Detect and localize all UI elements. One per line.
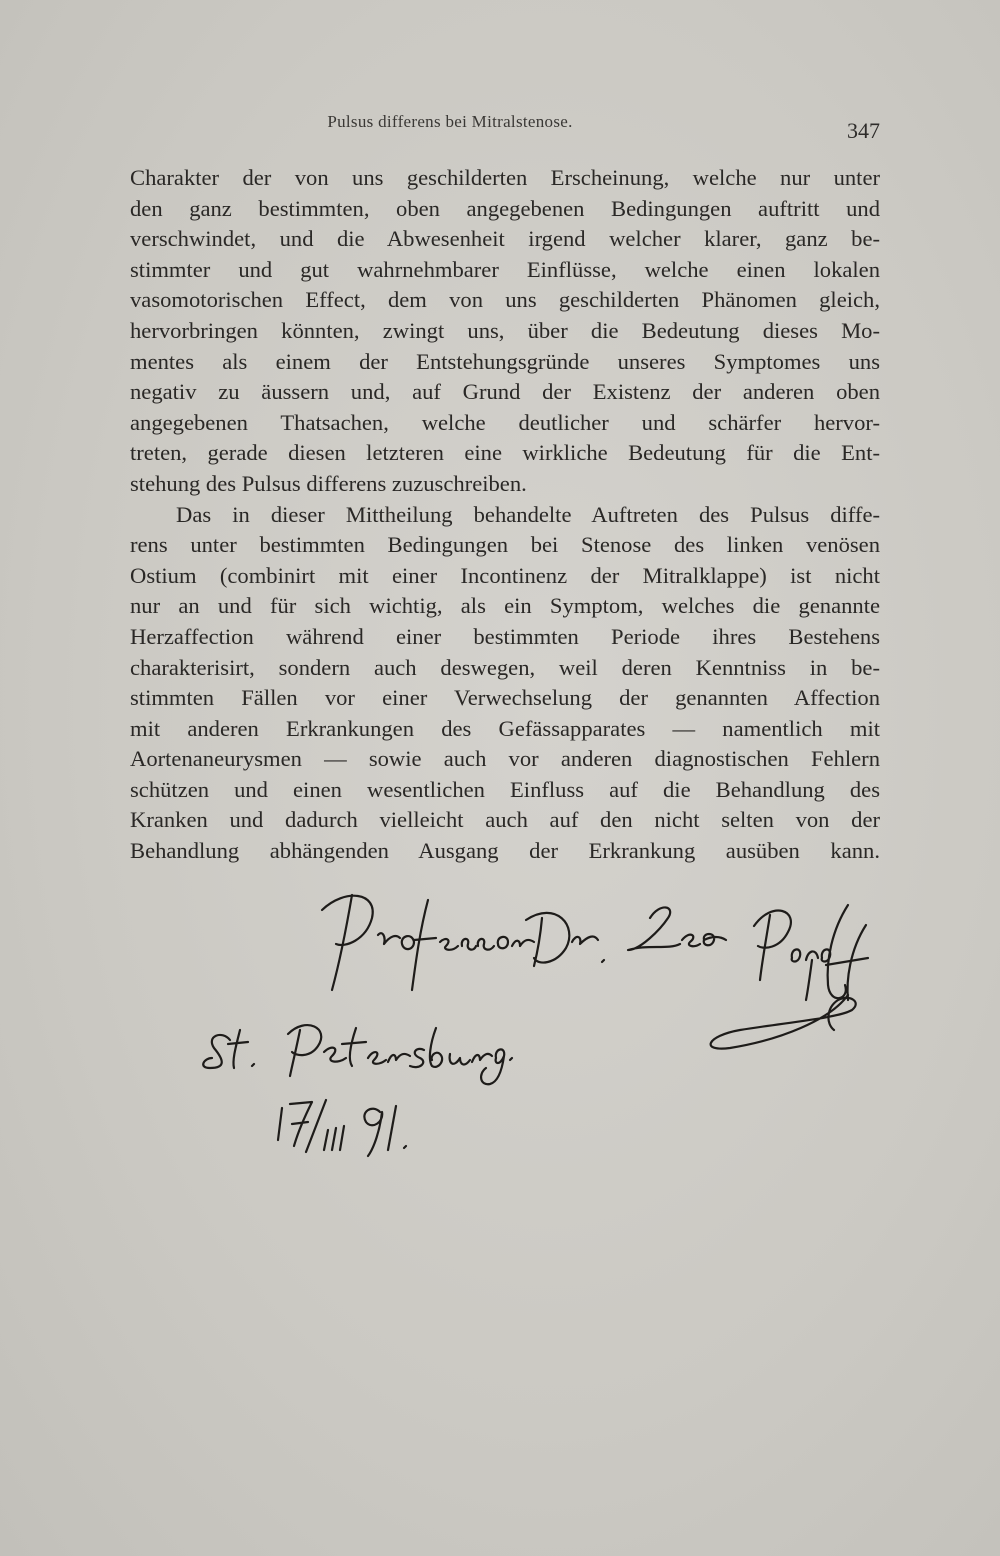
text-line: den ganz bestimmten, oben angegebenen Bedingungen auftritt und [130,195,880,221]
text-line: hervorbringen könnten, zwingt uns, über die Bedeutung dieses Mo- [130,317,880,343]
signature-word-professor [322,895,534,990]
text-line: Charakter der von uns geschilderten Erscheinung, welche nur unter [130,165,880,190]
handwritten-date [278,1100,406,1156]
text-line: charakterisirt, sondern auch deswegen, weil deren Kenntniss in be- [130,654,880,680]
text-line: stimmter und gut wahrnehmbarer Einflüsse, welche einen lokalen [130,256,880,282]
text-line: nur an und für sich wichtig, als ein Symptom, welches die genannte [130,593,880,619]
page-number: 347 [847,118,880,143]
text-line: angegebenen Thatsachen, welche deutlicher und schärfer hervor- [130,409,880,435]
body-text [130,163,880,867]
text-line: Herzaffection während einer bestimmten Periode ihres Bestehens [130,623,880,649]
text-line: Das in dieser Mittheilung behandelte Auftreten des Pulsus diffe- [176,501,880,527]
text-line: Kranken und dadurch vielleicht auch auf den nicht selten von der [130,807,880,833]
running-head [130,112,880,142]
text-line: mentes als einem der Entstehungsgründe unseres Symptomes uns [130,348,880,374]
text-line: stehung des Pulsus differens zuzuschreiben. [130,470,527,496]
text-line: rens unter bestimmten Bedingungen bei Stenose des linken venösen [130,532,880,558]
text-line: treten, gerade diesen letzteren eine wirkliche Bedeutung für die Ent- [130,440,880,466]
text-line: vasomotorischen Effect, dem von uns geschilderten Phänomen gleich, [130,287,880,313]
text-line: schützen und einen wesentlichen Einfluss auf die Behandlung des [130,776,880,802]
text-line: verschwindet, und die Abwesenheit irgend welcher klarer, ganz be- [130,226,880,252]
text-line: stimmten Fällen vor einer Verwechselung der genannten Affection [130,685,880,711]
text-line: mit anderen Erkrankungen des Gefässapparates — namentlich mit [130,715,880,741]
text-line: Ostium (combinirt mit einer Incontinenz der Mitralklappe) ist nicht [130,562,880,588]
running-title: Pulsus differens bei Mitralstenose. [327,112,573,131]
signature-word-leo [628,907,726,950]
handwritten-place [203,1025,512,1084]
text-line: Aortenaneurysmen — sowie auch vor anderen diagnostischen Fehlern [130,746,880,772]
signature-word-popoff [711,905,868,1049]
signature-word-dr [526,913,604,966]
text-line: negativ zu äussern und, auf Grund der Existenz der anderen oben [130,379,880,405]
text-line: Behandlung abhängenden Ausgang der Erkrankung ausüben kann. [130,838,880,864]
